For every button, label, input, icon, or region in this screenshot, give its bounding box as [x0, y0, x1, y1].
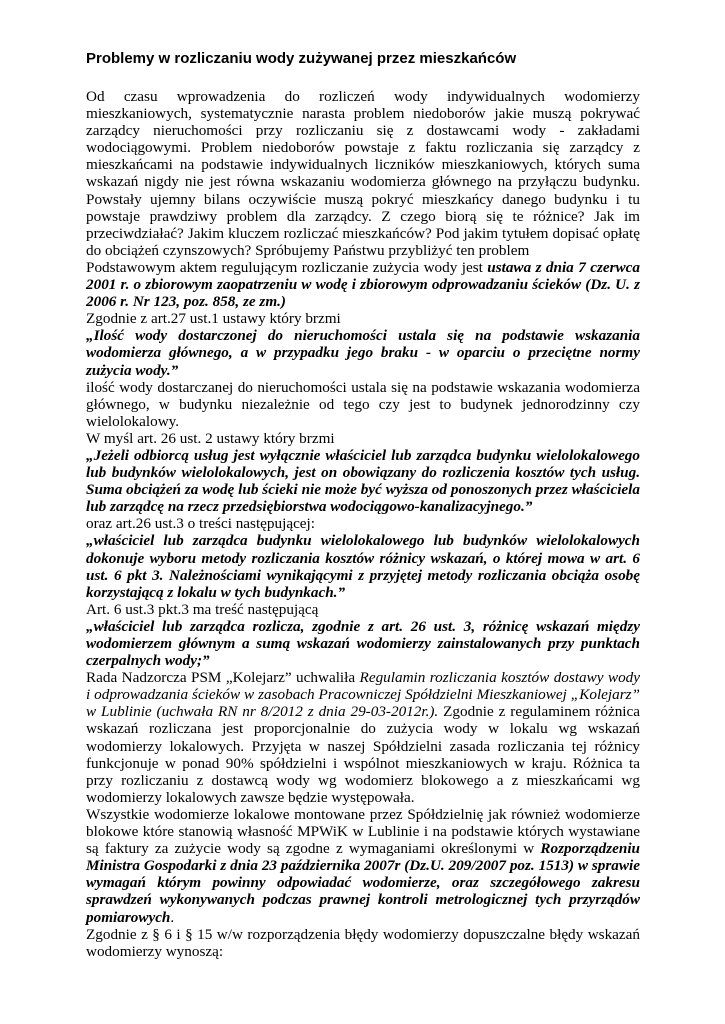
- document-page: [86, 50, 640, 960]
- rada-rest: Zgodnie z regulaminem różnica wskazań rozliczana jest proporcjonalnie do zużycia wody w lokalu wg wskazań wodomierzy lokalowych. Przyjęta w naszej Spółdzielni zasada rozliczania tej różnicy funkcjonuje w ponad 90% spółdzielni i wspólnot mieszkaniowych w kraju. Różnica ta przy rozliczaniu z dostawcą wody wg wodomierz blokowego a z mieszkańcami wg wodomierzy lokalowych zawsze będzie występowała.: [86, 703, 640, 806]
- art26-2-intro: W myśl art. 26 ust. 2 ustawy który brzmi: [86, 429, 335, 447]
- meters-lead: Wszystkie wodomierze lokalowe montowane przez Spółdzielnię jak również wodomierze blokowe które stanowią własność MPWiK w Lublinie i na podstawie których wystawiane są faktury za zużycie wody są zgodne z wymaganiami określonymi w: [86, 805, 640, 858]
- meters-end: .: [170, 908, 175, 926]
- art26-3-quote: „właściciel lub zarządca budynku wielolokalowego lub budynków wielolokalowych dokonuje wyboru metody rozliczania kosztów różnicy wskazań, o której mowa w art. 6 ust. 6 pkt 3. Należnościami wynikającymi z przyjętej metody rozliczania obciąża osobę korzystającą z lokalu w tych budynkach.”: [86, 532, 640, 601]
- document-title: Problemy w rozliczaniu wody zużywanej przez mieszkańców: [86, 50, 517, 67]
- intro-paragraph: Od czasu wprowadzenia do rozliczeń wody indywidualnych wodomierzy mieszkaniowych, systematycznie narasta problem niedoborów jakie muszą pokrywać zarządcy nieruchomości przy rozliczaniu się z dostawcami wody - zakładami wodociągowymi. Problem niedoborów powstaje z faktu rozliczania się zarządcy z mieszkańcami na podstawie indywidualnych liczników mieszkaniowych, których suma wskazań nigdy nie jest równa wskazaniu wodomierza głównego na przyłączu budynku. Powstały ujemny bilans oczywiście muszą pokryć mieszkańcy danego budynku i tu powstaje prawdziwy problem dla zarządcy. Z czego biorą się te różnice? Jak im przeciwdziałać? Jakim kluczem rozliczać mieszkańców? Pod jakim tytułem dopisać opłatę do obciążeń czynszowych? Spróbujemy Państwu przybliżyć ten problem: [86, 88, 640, 259]
- act-paragraph: [86, 259, 640, 310]
- rada-lead: Rada Nadzorcza PSM „Kolejarz” uchwaliła: [86, 669, 360, 687]
- art26-2-quote: „Jeżeli odbiorcą usług jest wyłącznie właściciel lub zarządca budynku wielolokalowego lub budynków wielolokalowych, jest on obowiązany do rozliczenia kosztów tych usług. Suma obciążeń za wodę lub ścieki nie może być wyższa od ponoszonych przez właściciela lub zarządcę na rzecz przedsiębiorstwa wodociągowo-kanalizacyjnego.”: [86, 446, 640, 516]
- art26-3-intro: oraz art.26 ust.3 o treści następującej:: [86, 515, 315, 533]
- rada-regulation: Regulamin rozliczania kosztów dostawy wody i odprowadzania ścieków w zasobach Pracowniczej Spółdzielni Mieszkaniowej „Kolejarz” w Lublinie (uchwała RN nr 8/2012 z dnia 29-03-2012r.).: [86, 669, 640, 721]
- meters-regulation: Rozporządzeniu Ministra Gospodarki z dnia 23 października 2007r (Dz.U. 209/2007 poz. 1513) w sprawie wymagań którym powinny odpowiadać wodomierze, oraz szczegółowego zakresu sprawdzeń wykonywanych podczas prawnej kontroli metrologicznej tych przyrządów pomiarowych: [86, 840, 640, 926]
- act-name: ustawa z dnia 7 czerwca 2001 r. o zbiorowym zaopatrzeniu w wodę i zbiorowym odprowadzaniu ścieków (Dz. U. z 2006 r. Nr 123, poz. 858, ze zm.): [86, 258, 640, 311]
- art27-intro: Zgodnie z art.27 ust.1 ustawy który brzmi: [86, 310, 341, 328]
- art6-intro: Art. 6 ust.3 pkt.3 ma treść następującą: [86, 600, 319, 618]
- final-paragraph: Zgodnie z § 6 i § 15 w/w rozporządzenia błędy wodomierzy dopuszczalne błędy wskazań wodomierzy wynoszą:: [86, 925, 640, 960]
- art6-quote: „właściciel lub zarządca rozlicza, zgodnie z art. 26 ust. 3, różnicę wskazań między wodomierzem głównym a sumą wskazań wodomierzy zainstalowanych przy punktach czerpalnych wody;”: [86, 617, 640, 670]
- rada-paragraph: [86, 669, 640, 806]
- art27-quote: „Ilość wody dostarczonej do nieruchomości ustala się na podstawie wskazania wodomierza głównego, a w przypadku jego braku - w oparciu o przeciętne normy zużycia wody.”: [86, 327, 640, 379]
- meters-paragraph: [86, 806, 640, 926]
- art27-comment: ilość wody dostarczanej do nieruchomości ustala się na podstawie wskazania wodomierza głównego, w budynku niezależnie od tego czy jest to budynek jednorodzinny czy wielolokalowy.: [86, 378, 640, 430]
- act-lead: Podstawowym aktem regulującym rozliczanie zużycia wody jest: [86, 258, 488, 276]
